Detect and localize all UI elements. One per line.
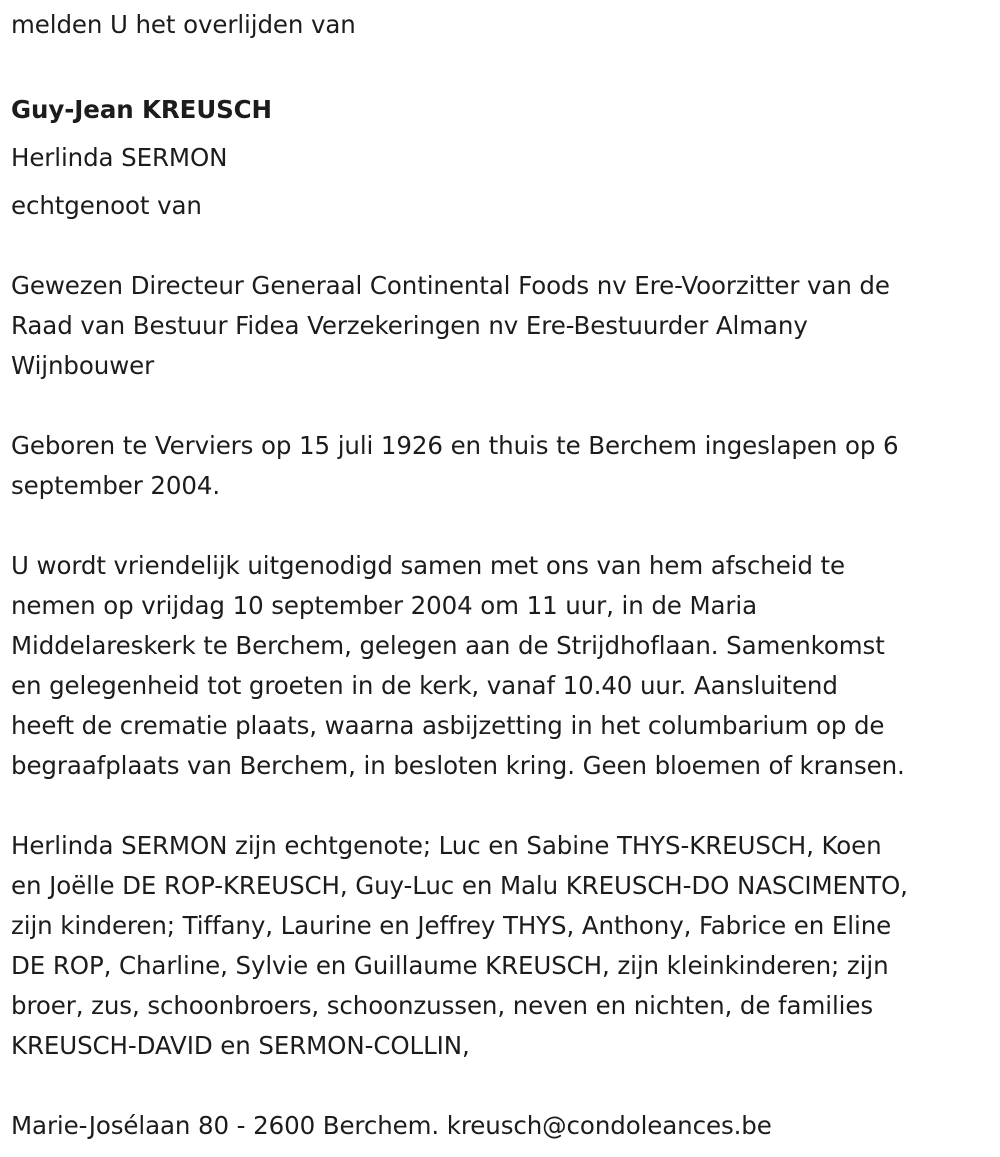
family-line: zijn kinderen; Tiffany, Laurine en Jeffrey THYS, Anthony, Fabrice en Eline [11, 911, 892, 940]
ceremony-line: Middelareskerk te Berchem, gelegen aan de Strijdhoflaan. Samenkomst [11, 631, 885, 660]
spacer [11, 226, 986, 266]
family-line: broer, zus, schoonbroers, schoonzussen, neven en nichten, de families [11, 991, 873, 1020]
ceremony-line: U wordt vriendelijk uitgenodigd samen met ons van hem afscheid te [11, 551, 845, 580]
spacer [11, 506, 986, 546]
ceremony-line: nemen op vrijdag 10 september 2004 om 11 uur, in de Maria [11, 591, 757, 620]
birth-death-line: september 2004. [11, 471, 221, 500]
address-text: Marie-Josélaan 80 - 2600 Berchem. kreusch@condoleances.be [11, 1111, 772, 1140]
family-line: KREUSCH-DAVID en SERMON-COLLIN, [11, 1031, 470, 1060]
ceremony-paragraph [11, 546, 986, 786]
intro-text: melden U het overlijden van [11, 10, 356, 39]
family-line: Herlinda SERMON zijn echtgenote; Luc en Sabine THYS-KREUSCH, Koen [11, 831, 882, 860]
family-line: en Joëlle DE ROP-KREUSCH, Guy-Luc en Malu KREUSCH-DO NASCIMENTO, [11, 871, 908, 900]
spouse-name: Herlinda SERMON [11, 143, 228, 172]
career-line: Raad van Bestuur Fidea Verzekeringen nv Ere-Bestuurder Almany [11, 311, 808, 340]
ceremony-line: heeft de crematie plaats, waarna asbijzetting in het columbarium op de [11, 711, 885, 740]
spacer [11, 386, 986, 426]
birth-death-line: Geboren te Verviers op 15 juli 1926 en thuis te Berchem ingeslapen op 6 [11, 431, 899, 460]
spacer [11, 786, 986, 826]
career-line: Gewezen Directeur Generaal Continental Foods nv Ere-Voorzitter van de [11, 271, 890, 300]
relation-text: echtgenoot van [11, 191, 202, 220]
spacer [11, 1066, 986, 1106]
family-paragraph [11, 826, 986, 1066]
death-notice [11, 0, 986, 1146]
spacer [11, 45, 986, 85]
ceremony-line: begraafplaats van Berchem, in besloten kring. Geen bloemen of kransen. [11, 751, 905, 780]
career-paragraph [11, 266, 986, 386]
ceremony-line: en gelegenheid tot groeten in de kerk, vanaf 10.40 uur. Aansluitend [11, 671, 838, 700]
birth-death-paragraph [11, 426, 986, 506]
career-line: Wijnbouwer [11, 351, 155, 380]
deceased-name: Guy-Jean KREUSCH [11, 95, 272, 124]
family-line: DE ROP, Charline, Sylvie en Guillaume KREUSCH, zijn kleinkinderen; zijn [11, 951, 889, 980]
